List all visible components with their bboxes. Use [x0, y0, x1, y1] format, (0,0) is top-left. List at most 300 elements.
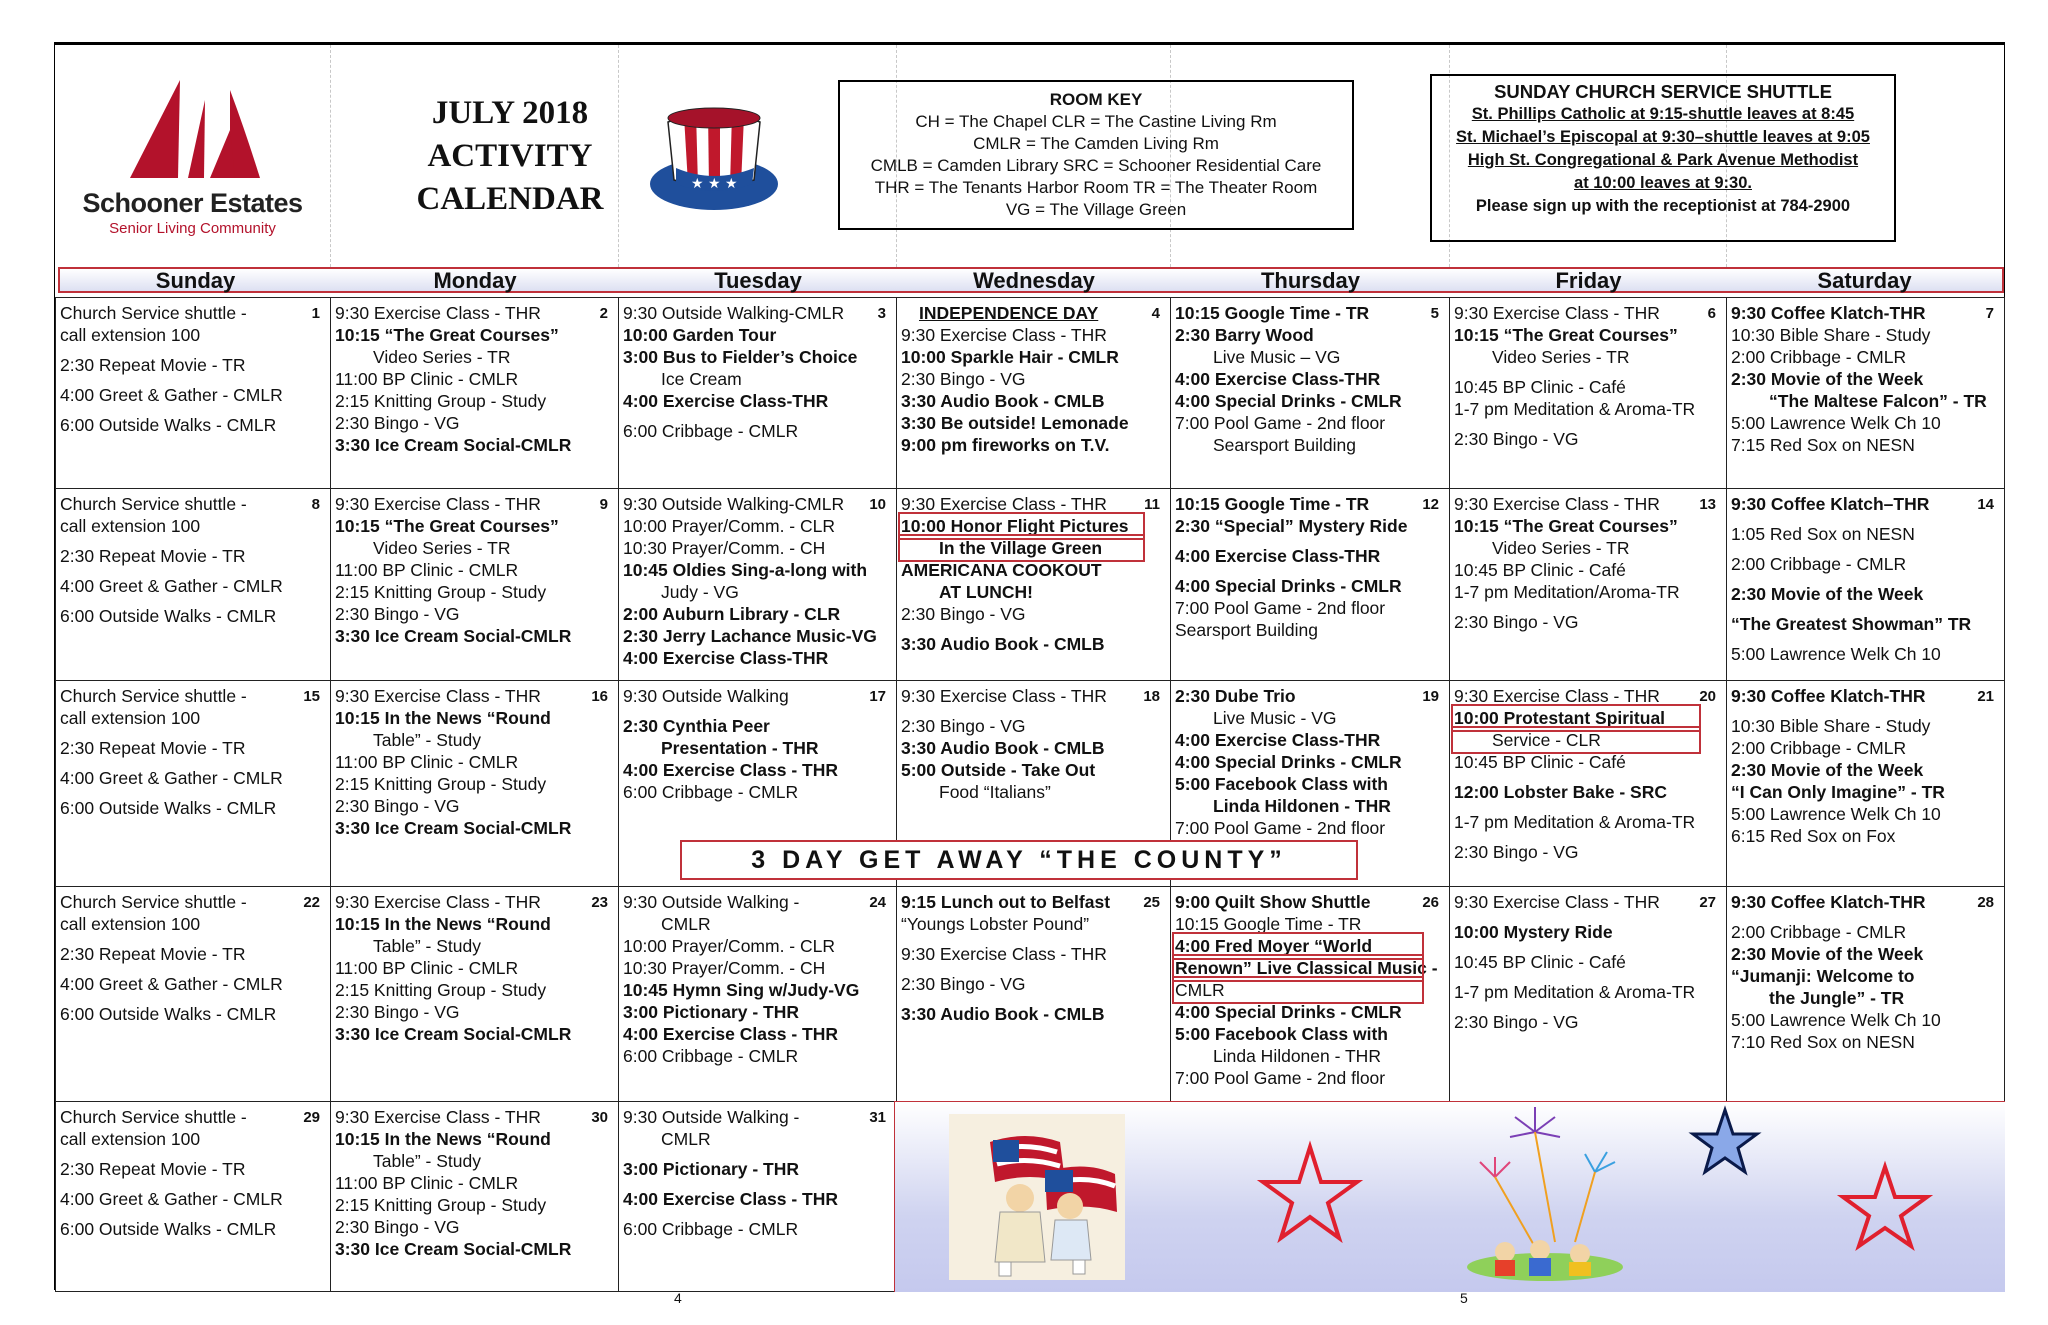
activity-line: 2:30 Dube Trio — [1175, 686, 1296, 706]
activity-line: 9:30 Exercise Class - THR — [1454, 892, 1660, 912]
day-cell — [1170, 886, 1449, 1101]
activity-line: 9:30 Coffee Klatch–THR — [1731, 494, 1930, 514]
activity-line: 2:30 Repeat Movie - TR — [60, 944, 246, 964]
activity-line: 10:00 Honor Flight Pictures — [901, 515, 1142, 537]
activity-line: 2:30 Repeat Movie - TR — [60, 546, 246, 566]
activity-line: 6:00 Outside Walks - CMLR — [60, 1219, 277, 1239]
activity-line: 2:00 Cribbage - CMLR — [1731, 922, 1907, 942]
header-gridline — [330, 45, 331, 267]
activity-line: call extension 100 — [60, 1129, 201, 1149]
activity-line: 1-7 pm Meditation/Aroma-TR — [1454, 582, 1680, 602]
day-number: 18 — [1143, 688, 1160, 705]
day-number: 24 — [869, 894, 886, 911]
activity-line: 4:00 Greet & Gather - CMLR — [60, 576, 283, 596]
activity-line: Church Service shuttle - — [60, 1107, 247, 1127]
activity-line: 7:00 Pool Game - 2nd floor — [1175, 1068, 1386, 1088]
logo-name: Schooner Estates — [82, 188, 303, 218]
star-icon — [1263, 1147, 1357, 1238]
activity-line: 9:30 Exercise Class - THR — [901, 325, 1107, 345]
activity-line: 10:15 “The Great Courses” — [335, 516, 559, 536]
day-number: 26 — [1422, 894, 1439, 911]
day-cell — [330, 886, 618, 1101]
activity-line: 3:30 Ice Cream Social-CMLR — [335, 626, 572, 646]
day-number: 27 — [1699, 894, 1716, 911]
activity-line: 10:15 “The Great Courses” — [335, 325, 559, 345]
activity-line: CMLR — [661, 914, 711, 934]
day-number: 22 — [303, 894, 320, 911]
activity-line: 3:00 Pictionary - THR — [623, 1159, 800, 1179]
activity-line: 3:30 Audio Book - CMLB — [901, 738, 1105, 758]
activity-line: 10:00 Garden Tour — [623, 325, 777, 345]
activity-line: 2:30 Repeat Movie - TR — [60, 1159, 246, 1179]
activity-line: 10:45 BP Clinic - Café — [1454, 560, 1626, 580]
activity-line: 9:30 Coffee Klatch-THR — [1731, 686, 1926, 706]
decorative-panel — [894, 1101, 2005, 1292]
day-cell — [330, 680, 618, 886]
activity-line: 6:00 Cribbage - CMLR — [623, 782, 799, 802]
activity-line: 6:00 Outside Walks - CMLR — [60, 798, 277, 818]
logo — [70, 70, 315, 245]
activity-line: 10:15 Google Time - TR — [1175, 914, 1362, 934]
room-key-title: ROOM KEY — [1049, 90, 1143, 109]
activity-line: 2:30 Bingo - VG — [335, 413, 460, 433]
activity-line: 3:30 Ice Cream Social-CMLR — [335, 1024, 572, 1044]
activity-line: 2:00 Cribbage - CMLR — [1731, 554, 1907, 574]
activity-line: call extension 100 — [60, 325, 201, 345]
activity-line: 4:00 Exercise Class-THR — [623, 648, 829, 668]
activity-line: 10:45 BP Clinic - Café — [1454, 377, 1626, 397]
activity-line: 1-7 pm Meditation & Aroma-TR — [1454, 399, 1696, 419]
activity-line: 11:00 BP Clinic - CMLR — [335, 560, 519, 580]
activity-line: 4:00 Special Drinks - CMLR — [1175, 576, 1402, 596]
activity-line: Table” - Study — [373, 1151, 481, 1171]
activity-line: Live Music - VG — [1213, 708, 1337, 728]
day-number: 6 — [1707, 305, 1716, 322]
activity-line: Linda Hildonen - THR — [1213, 1046, 1381, 1066]
activity-line: 2:15 Knitting Group - Study — [335, 582, 547, 602]
activity-line: 3:30 Be outside! Lemonade — [901, 413, 1129, 433]
activity-line: 10:00 Protestant Spiritual — [1454, 707, 1698, 729]
star-icon — [1693, 1110, 1757, 1172]
shuttle-line: High St. Congregational & Park Avenue Methodist — [1467, 151, 1859, 169]
day-number: 17 — [869, 688, 886, 705]
activity-line: In the Village Green — [901, 537, 1142, 559]
day-number: 8 — [311, 496, 320, 513]
activity-line: 10:15 “The Great Courses” — [1454, 516, 1678, 536]
day-cell — [55, 886, 330, 1101]
activity-line: 9:30 Exercise Class - THR — [335, 892, 541, 912]
room-key — [838, 80, 1354, 230]
star-icon — [1843, 1167, 1927, 1246]
activity-line: 2:30 Movie of the Week — [1731, 584, 1924, 604]
flag-children-illustration — [949, 1114, 1125, 1280]
activity-line: 2:15 Knitting Group - Study — [335, 1195, 547, 1215]
activity-line: 2:00 Auburn Library - CLR — [623, 604, 841, 624]
activity-line: 9:00 Quilt Show Shuttle — [1175, 892, 1371, 912]
activity-line: 6:00 Cribbage - CMLR — [623, 1046, 799, 1066]
church-shuttle-box — [1430, 74, 1896, 242]
activity-line: 9:30 Exercise Class - THR — [901, 944, 1107, 964]
activity-line: 10:30 Bible Share - Study — [1731, 325, 1931, 345]
activity-line: 4:00 Special Drinks - CMLR — [1175, 752, 1402, 772]
day-number: 23 — [591, 894, 608, 911]
activity-line: 4:00 Exercise Class-THR — [1175, 730, 1381, 750]
day-number: 9 — [599, 496, 608, 513]
activity-line: 9:30 Coffee Klatch-THR — [1731, 892, 1926, 912]
day-cell — [618, 886, 896, 1101]
activity-line: Table” - Study — [373, 936, 481, 956]
day-number: 1 — [311, 305, 320, 322]
activity-line: 2:30 Bingo - VG — [1454, 612, 1579, 632]
title-line: JULY 2018 — [431, 95, 589, 131]
activity-line: Church Service shuttle - — [60, 892, 247, 912]
shuttle-line: St. Phillips Catholic at 9:15-shuttle leaves at 8:45 — [1471, 105, 1855, 123]
activity-line: 3:00 Bus to Fielder’s Choice — [623, 347, 858, 367]
activity-line: 2:15 Knitting Group - Study — [335, 391, 547, 411]
activity-line: 4:00 Greet & Gather - CMLR — [60, 385, 283, 405]
grid-column-line — [2004, 886, 2005, 1101]
activity-line: 10:00 Sparkle Hair - CMLR — [901, 347, 1119, 367]
activity-line: 4:00 Exercise Class - THR — [623, 760, 838, 780]
activity-line: 9:30 Exercise Class - THR — [1454, 686, 1660, 706]
activity-line: 10:15 Google Time - TR — [1175, 303, 1370, 323]
activity-line: call extension 100 — [60, 516, 201, 536]
day-number: 29 — [303, 1109, 320, 1126]
activity-line: 10:30 Prayer/Comm. - CH — [623, 958, 826, 978]
activity-line: 2:30 Bingo - VG — [335, 1217, 460, 1237]
logo-tagline: Senior Living Community — [109, 220, 276, 237]
activity-line: 10:15 “The Great Courses” — [1454, 325, 1678, 345]
activity-line: 2:30 Movie of the Week — [1731, 944, 1924, 964]
activity-line: 12:00 Lobster Bake - SRC — [1454, 782, 1667, 802]
activity-line: AT LUNCH! — [939, 582, 1033, 602]
grid-column-line — [2004, 488, 2005, 680]
activity-line: 5:00 Lawrence Welk Ch 10 — [1731, 644, 1941, 664]
activity-line: 2:30 Bingo - VG — [901, 716, 1026, 736]
activity-line: 11:00 BP Clinic - CMLR — [335, 1173, 519, 1193]
day-cell — [1726, 297, 2004, 488]
activity-line: 5:00 Outside - Take Out — [901, 760, 1096, 780]
activity-line: 9:30 Outside Walking — [623, 686, 789, 706]
activity-line: Video Series - TR — [373, 538, 511, 558]
activity-line: 10:15 In the News “Round — [335, 708, 551, 728]
room-key-line: THR = The Tenants Harbor Room TR = The Theater Room — [874, 178, 1318, 197]
activity-line: 1-7 pm Meditation & Aroma-TR — [1454, 982, 1696, 1002]
shuttle-note: Please sign up with the receptionist at 784-2900 — [1475, 197, 1851, 215]
day-cell — [618, 1101, 896, 1291]
activity-line: 4:00 Exercise Class-THR — [623, 391, 829, 411]
room-key-line: CMLR = The Camden Living Rm — [973, 134, 1219, 153]
activity-line: 2:30 “Special” Mystery Ride — [1175, 516, 1408, 536]
grid-column-line — [2004, 297, 2005, 488]
activity-line: 10:30 Bible Share - Study — [1731, 716, 1931, 736]
activity-line: 10:15 In the News “Round — [335, 914, 551, 934]
activity-line: Service - CLR — [1454, 729, 1698, 751]
activity-line: 2:30 Bingo - VG — [335, 1002, 460, 1022]
day-number: 11 — [1144, 496, 1160, 513]
activity-line: 7:15 Red Sox on NESN — [1731, 435, 1915, 455]
activity-line: 11:00 BP Clinic - CMLR — [335, 369, 519, 389]
activity-line: 3:30 Audio Book - CMLB — [901, 391, 1105, 411]
activity-line: 4:00 Exercise Class-THR — [1175, 546, 1381, 566]
activity-line: 2:30 Bingo - VG — [335, 796, 460, 816]
activity-line: 7:00 Pool Game - 2nd floor — [1175, 413, 1386, 433]
activity-line: 5:00 Lawrence Welk Ch 10 — [1731, 1010, 1941, 1030]
activity-line: 6:00 Outside Walks - CMLR — [60, 606, 277, 626]
activity-line: 2:00 Cribbage - CMLR — [1731, 738, 1907, 758]
activity-line: Video Series - TR — [373, 347, 511, 367]
activity-line: 10:45 BP Clinic - Café — [1454, 952, 1626, 972]
day-number: 14 — [1977, 496, 1994, 513]
activity-line: 4:00 Greet & Gather - CMLR — [60, 1189, 283, 1209]
activity-line: 2:30 Bingo - VG — [335, 604, 460, 624]
activity-line: Searsport Building — [1213, 435, 1356, 455]
uncle-sam-hat-icon — [646, 104, 796, 214]
activity-line: 6:00 Outside Walks - CMLR — [60, 415, 277, 435]
activity-line: CMLR — [661, 1129, 711, 1149]
day-header: Friday — [1555, 268, 1622, 293]
activity-line: 2:30 Movie of the Week — [1731, 369, 1924, 389]
activity-line: 4:00 Exercise Class - THR — [623, 1189, 838, 1209]
holiday-decoration — [895, 1102, 2005, 1292]
activity-line: Video Series - TR — [1492, 538, 1630, 558]
day-number: 28 — [1977, 894, 1994, 911]
activity-line: 10:45 Hymn Sing w/Judy-VG — [623, 980, 860, 1000]
activity-line: 4:00 Greet & Gather - CMLR — [60, 768, 283, 788]
grid-column-line — [2004, 680, 2005, 886]
activity-line: 2:30 Cynthia Peer — [623, 716, 770, 736]
activity-line: Judy - VG — [661, 582, 739, 602]
activity-line: 9:30 Exercise Class - THR — [335, 1107, 541, 1127]
day-header: Sunday — [155, 268, 236, 293]
activity-line: “The Maltese Falcon” - TR — [1769, 391, 1987, 411]
title-line: ACTIVITY — [427, 138, 593, 174]
activity-line: 5:00 Lawrence Welk Ch 10 — [1731, 804, 1941, 824]
activity-line: 9:30 Outside Walking-CMLR — [623, 494, 845, 514]
activity-line: 9:30 Outside Walking - — [623, 892, 800, 912]
activity-line: Table” - Study — [373, 730, 481, 750]
activity-line: 3:30 Audio Book - CMLB — [901, 1004, 1105, 1024]
activity-line: 6:00 Cribbage - CMLR — [623, 1219, 799, 1239]
activity-line: 6:00 Outside Walks - CMLR — [60, 1004, 277, 1024]
activity-line: 7:00 Pool Game - 2nd floor — [1175, 598, 1386, 618]
activity-line: CMLR — [1175, 979, 1421, 1001]
activity-line: Presentation - THR — [661, 738, 819, 758]
activity-line: 4:00 Exercise Class-THR — [1175, 369, 1381, 389]
day-number: 15 — [303, 688, 320, 705]
activity-line: 3:00 Pictionary - THR — [623, 1002, 800, 1022]
activity-line: 2:30 Repeat Movie - TR — [60, 355, 246, 375]
activity-line: 2:30 Bingo - VG — [901, 604, 1026, 624]
activity-line: Live Music – VG — [1213, 347, 1341, 367]
day-cell — [1170, 488, 1449, 680]
day-number: 7 — [1985, 305, 1994, 322]
activity-line: 2:00 Cribbage - CMLR — [1731, 347, 1907, 367]
activity-line: call extension 100 — [60, 914, 201, 934]
room-key-line: VG = The Village Green — [1005, 200, 1187, 219]
activity-line: 9:30 Exercise Class - THR — [1454, 494, 1660, 514]
day-number: 25 — [1143, 894, 1160, 911]
activity-line: 2:30 Bingo - VG — [901, 974, 1026, 994]
activity-line: Church Service shuttle - — [60, 686, 247, 706]
activity-line: 9:00 pm fireworks on T.V. — [901, 435, 1110, 455]
activity-line: 10:45 Oldies Sing-a-long with — [623, 560, 868, 580]
day-number: 4 — [1151, 305, 1160, 322]
getaway-banner: 3 DAY GET AWAY “THE COUNTY” — [680, 840, 1358, 880]
day-number: 20 — [1699, 688, 1716, 705]
day-number: 16 — [591, 688, 608, 705]
activity-line: “I Can Only Imagine” - TR — [1731, 782, 1945, 802]
activity-line: 4:00 Exercise Class - THR — [623, 1024, 838, 1044]
day-cell — [896, 297, 1170, 488]
day-cell — [618, 488, 896, 680]
activity-line: Renown” Live Classical Music - — [1175, 958, 1438, 978]
activity-line: 4:00 Special Drinks - CMLR — [1175, 391, 1402, 411]
day-cell — [1726, 488, 2004, 680]
activity-line: Food “Italians” — [939, 782, 1051, 802]
day-cell — [330, 488, 618, 680]
activity-line: Searsport Building — [1175, 620, 1318, 640]
room-key-line: CMLB = Camden Library SRC = Schooner Residential Care — [870, 156, 1322, 175]
activity-line: 2:30 Bingo - VG — [1454, 429, 1579, 449]
day-cell — [55, 488, 330, 680]
activity-line: 10:00 Mystery Ride — [1454, 922, 1613, 942]
activity-line: 10:00 Prayer/Comm. - CLR — [623, 516, 836, 536]
day-number: 21 — [1977, 688, 1994, 705]
activity-line: the Jungle” - TR — [1769, 988, 1905, 1008]
room-key-line: CH = The Chapel CLR = The Castine Living Rm — [915, 112, 1277, 131]
day-number: 30 — [591, 1109, 608, 1126]
activity-line: 6:15 Red Sox on Fox — [1731, 826, 1896, 846]
activity-line: 10:00 Prayer/Comm. - CLR — [623, 936, 836, 956]
day-cell — [1449, 886, 1726, 1101]
activity-line: 4:00 Fred Moyer “World — [1175, 935, 1421, 957]
shuttle-title: SUNDAY CHURCH SERVICE SHUTTLE — [1494, 81, 1832, 102]
activity-line: Church Service shuttle - — [60, 494, 247, 514]
day-cell — [1170, 297, 1449, 488]
activity-line: AMERICANA COOKOUT — [901, 560, 1102, 580]
day-number: 12 — [1422, 496, 1439, 513]
activity-line: 9:15 Lunch out to Belfast — [901, 892, 1111, 912]
activity-line: 4:00 Special Drinks - CMLR — [1175, 1002, 1402, 1022]
activity-line: 5:00 Facebook Class with — [1175, 1024, 1388, 1044]
activity-line: 10:30 Prayer/Comm. - CH — [623, 538, 826, 558]
day-header: Wednesday — [973, 268, 1095, 293]
day-cell — [1726, 680, 2004, 886]
activity-line: 9:30 Outside Walking - — [623, 1107, 800, 1127]
day-header: Saturday — [1817, 268, 1912, 293]
day-number: 2 — [599, 305, 608, 322]
fireworks-icon — [1467, 1107, 1623, 1281]
activity-line: 3:30 Ice Cream Social-CMLR — [335, 435, 572, 455]
activity-line: call extension 100 — [60, 708, 201, 728]
title-line: CALENDAR — [416, 181, 604, 217]
activity-line: 9:30 Exercise Class - THR — [335, 303, 541, 323]
day-number: 10 — [869, 496, 886, 513]
activity-line: 2:30 Bingo - VG — [1454, 842, 1579, 862]
day-cell — [1726, 886, 2004, 1101]
activity-line: 5:00 Facebook Class with — [1175, 774, 1388, 794]
activity-line: 9:30 Coffee Klatch-THR — [1731, 303, 1926, 323]
activity-line: 2:15 Knitting Group - Study — [335, 774, 547, 794]
activity-line: 11:00 BP Clinic - CMLR — [335, 752, 519, 772]
day-cell — [55, 1101, 330, 1291]
sailboat-icon — [70, 70, 315, 190]
activity-line: INDEPENDENCE DAY — [919, 303, 1099, 323]
day-number: 3 — [877, 305, 886, 322]
activity-line: 7:10 Red Sox on NESN — [1731, 1032, 1915, 1052]
activity-line: 3:30 Ice Cream Social-CMLR — [335, 818, 572, 838]
day-number: 19 — [1422, 688, 1439, 705]
activity-line: “Jumanji: Welcome to — [1731, 966, 1915, 986]
activity-line: 1-7 pm Meditation & Aroma-TR — [1454, 812, 1696, 832]
activity-line: 3:30 Ice Cream Social-CMLR — [335, 1239, 572, 1259]
shuttle-line: St. Michael’s Episcopal at 9:30–shuttle leaves at 9:05 — [1456, 128, 1870, 146]
activity-line: 2:15 Knitting Group - Study — [335, 980, 547, 1000]
day-cell — [55, 297, 330, 488]
svg-text:★ ★ ★: ★ ★ ★ — [691, 176, 738, 192]
activity-line: 2:30 Movie of the Week — [1731, 760, 1924, 780]
day-number: 13 — [1699, 496, 1716, 513]
activity-line: Linda Hildonen - THR — [1213, 796, 1391, 816]
activity-line: 5:00 Lawrence Welk Ch 10 — [1731, 413, 1941, 433]
activity-line: 2:30 Repeat Movie - TR — [60, 738, 246, 758]
activity-line: Ice Cream — [661, 369, 742, 389]
activity-line: 6:00 Cribbage - CMLR — [623, 421, 799, 441]
activity-line: 9:30 Outside Walking-CMLR — [623, 303, 845, 323]
calendar-title — [385, 92, 635, 221]
activity-line: 10:45 BP Clinic - Café — [1454, 752, 1626, 772]
day-cell — [1449, 297, 1726, 488]
activity-line: 10:15 In the News “Round — [335, 1129, 551, 1149]
activity-line: 2:30 Bingo - VG — [901, 369, 1026, 389]
day-cell — [618, 297, 896, 488]
day-number: 5 — [1430, 305, 1439, 322]
activity-line: 9:30 Exercise Class - THR — [1454, 303, 1660, 323]
day-cell — [896, 488, 1170, 680]
day-header-row — [58, 267, 2004, 293]
activity-line: “The Greatest Showman” TR — [1731, 614, 1972, 634]
page-number: 5 — [1460, 1290, 1468, 1306]
day-cell — [55, 680, 330, 886]
shuttle-line: at 10:00 leaves at 9:30. — [1574, 174, 1752, 192]
activity-line: 1:05 Red Sox on NESN — [1731, 524, 1915, 544]
page-number: 4 — [674, 1290, 682, 1306]
activity-line: 9:30 Exercise Class - THR — [901, 494, 1107, 514]
activity-line: 2:30 Barry Wood — [1175, 325, 1314, 345]
activity-line: 4:00 Greet & Gather - CMLR — [60, 974, 283, 994]
activity-line: “Youngs Lobster Pound” — [901, 914, 1090, 934]
day-number: 31 — [869, 1109, 886, 1126]
day-cell — [330, 1101, 618, 1291]
day-cell — [1449, 680, 1726, 886]
activity-line: 9:30 Exercise Class - THR — [901, 686, 1107, 706]
day-header: Tuesday — [714, 268, 802, 293]
activity-line: 7:00 Pool Game - 2nd floor — [1175, 818, 1386, 838]
activity-line: Church Service shuttle - — [60, 303, 247, 323]
day-cell — [1449, 488, 1726, 680]
day-header: Monday — [433, 268, 517, 293]
activity-line: 3:30 Audio Book - CMLB — [901, 634, 1105, 654]
day-header: Thursday — [1260, 268, 1361, 293]
activity-line: 9:30 Exercise Class - THR — [335, 494, 541, 514]
day-cell — [896, 886, 1170, 1101]
activity-line: 11:00 BP Clinic - CMLR — [335, 958, 519, 978]
activity-line: Video Series - TR — [1492, 347, 1630, 367]
activity-line: 9:30 Exercise Class - THR — [335, 686, 541, 706]
activity-line: 10:15 Google Time - TR — [1175, 494, 1370, 514]
day-cell — [330, 297, 618, 488]
